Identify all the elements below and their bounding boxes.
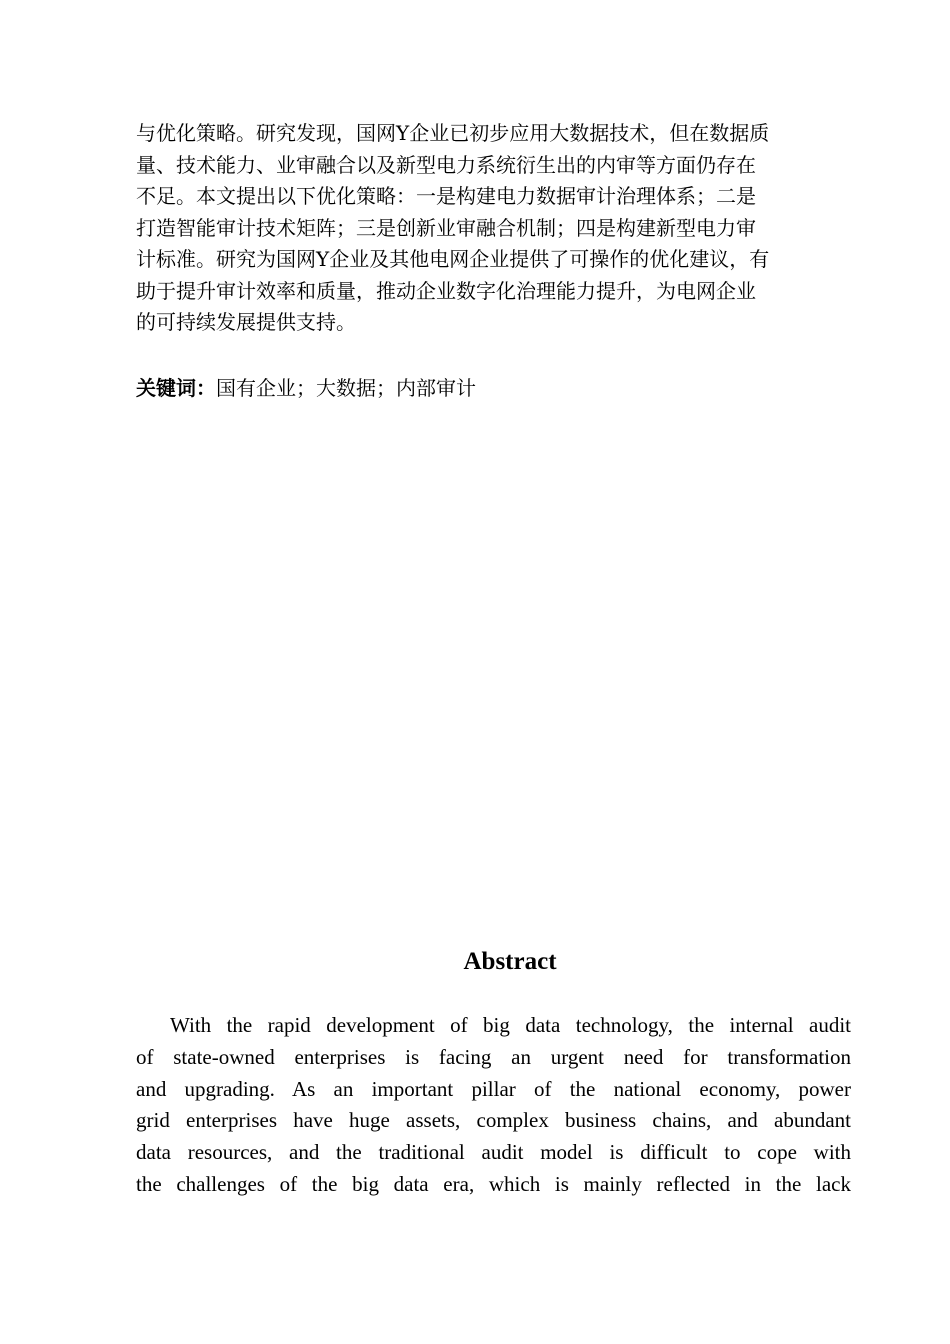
cn-abstract-line: 计标准。研究为国网Y企业及其他电网企业提供了可操作的优化建议，有 (136, 247, 770, 271)
keywords-value: 国有企业；大数据；内部审计 (216, 376, 476, 400)
en-abstract-line: With the rapid development of big data technology, the internal audit (170, 1013, 851, 1037)
keywords-label: 关键词： (136, 376, 216, 400)
cn-abstract-line: 与优化策略。研究发现，国网Y企业已初步应用大数据技术，但在数据质 (136, 121, 770, 145)
en-abstract-line: grid enterprises have huge assets, complex business chains, and abundant (136, 1108, 851, 1133)
cn-abstract-line: 助于提升审计效率和质量，推动企业数字化治理能力提升，为电网企业 (136, 278, 756, 303)
cn-abstract-line: 不足。本文提出以下优化策略：一是构建电力数据审计治理体系；二是 (136, 184, 756, 208)
english-abstract-paragraph (136, 1010, 851, 1201)
en-abstract-line: the challenges of the big data era, which is mainly reflected in the lack (136, 1171, 851, 1196)
en-abstract-line: and upgrading. As an important pillar of the national economy, power (136, 1076, 851, 1101)
abstract-heading: Abstract (463, 948, 557, 975)
cn-abstract-line: 打造智能审计技术矩阵；三是创新业审融合机制；四是构建新型电力审 (136, 215, 756, 240)
keywords-line (136, 373, 476, 404)
en-abstract-line: of state-owned enterprises is facing an urgent need for transformation (136, 1044, 851, 1069)
en-abstract-line: data resources, and the traditional audit model is difficult to cope with (136, 1140, 851, 1165)
cn-abstract-line: 的可持续发展提供支持。 (136, 310, 356, 334)
cn-abstract-line: 量、技术能力、业审融合以及新型电力系统衍生出的内审等方面仍存在 (136, 152, 756, 177)
chinese-abstract-paragraph (136, 118, 852, 339)
